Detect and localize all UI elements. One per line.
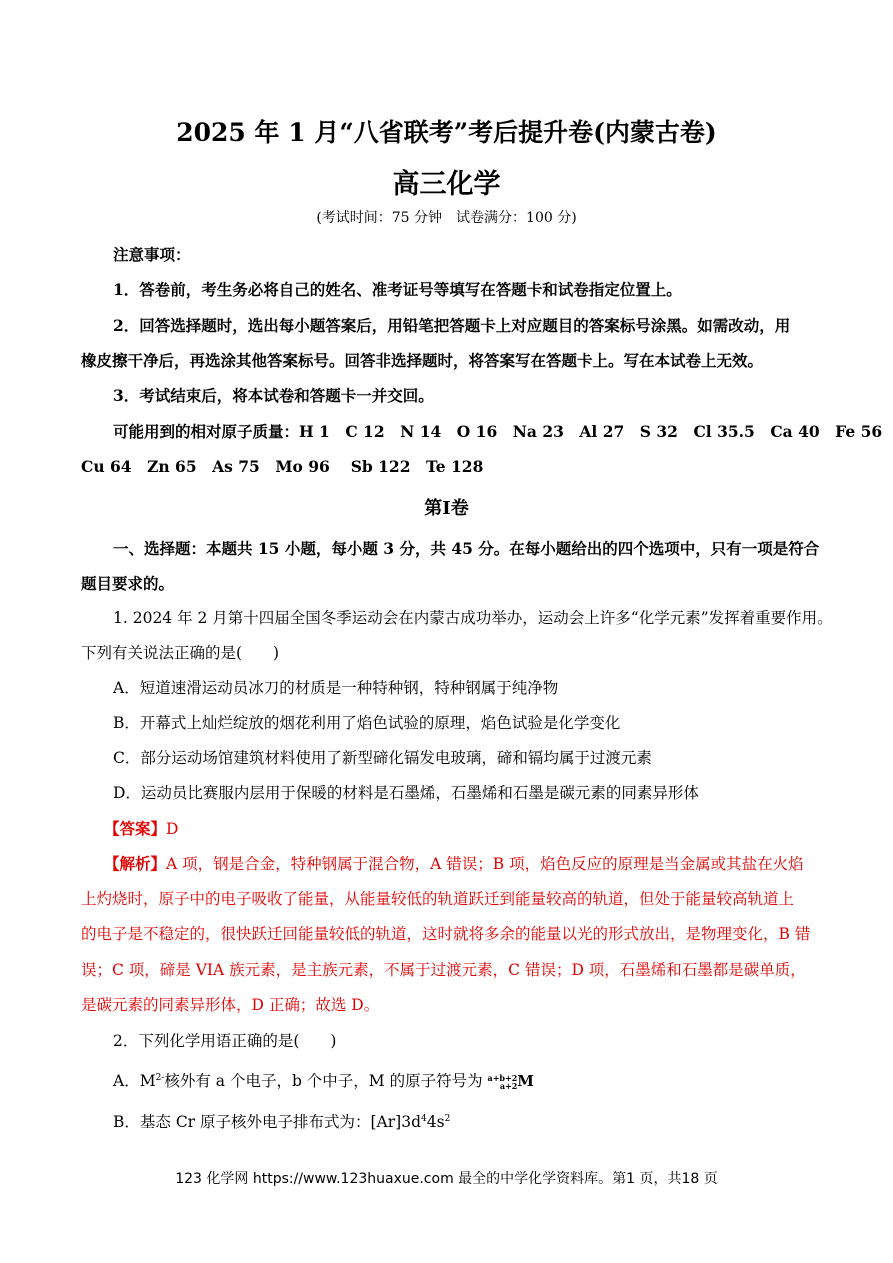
answer-label: 【答案】 [104,819,167,838]
question-2-stem: 2．下列化学用语正确的是( ) [113,1032,337,1050]
question-2-option-b: B．基态 Cr 原子核外电子排布式为：$[Ar]3d^44s^2$ [113,1113,451,1131]
analysis-label: 【解析】 [104,854,167,873]
answer-value: D [166,820,179,838]
atomic-symbol: a+b+2 a+2M [487,1072,534,1091]
analysis-text-1: A 项，钢是合金，特种钢属于混合物，A 错误；B 项，焰色反应的原理是当金属或其盐在火焰 [166,855,804,873]
note-3: 3．考试结束后，将本试卷和答题卡一并交回。 [113,386,434,405]
question-1-option-b: B．开幕式上灿烂绽放的烟花利用了焰色试验的原理，焰色试验是化学变化 [113,714,621,732]
note-1: 1．答卷前，考生务必将自己的姓名、准考证号等填写在答题卡和试卷指定位置上。 [113,280,682,299]
exam-info: (考试时间：75 分钟 试卷满分：100 分) [316,210,577,226]
question-1-option-d: D．运动员比赛服内层用于保暖的材料是石墨烯，石墨烯和石墨是碳元素的同素异形体 [113,784,699,802]
part-instruction-line-2: 题目要求的。 [81,574,175,593]
question-1-option-c: C．部分运动场馆建筑材料使用了新型碲化镉发电玻璃，碲和镉均属于过渡元素 [113,749,652,767]
notes-heading: 注意事项： [113,245,191,264]
question-1-option-a: A．短道速滑运动员冰刀的材质是一种特种钢，特种钢属于纯净物 [113,679,559,697]
atomic-mass-line-2: Cu 64 Zn 65 As 75 Mo 96 Sb 122 Te 128 [81,457,484,476]
note-2-line-2: 橡皮擦干净后，再选涂其他答案标号。回答非选择题时，将答案写在答题卡上。写在本试卷上无效。 [81,351,764,370]
note-2-line-1: 2．回答选择题时，选出每小题答案后，用铅笔把答题卡上对应题目的答案标号涂黑。如需改动，用 [113,316,791,335]
analysis-line-2: 上灼烧时，原子中的电子吸收了能量，从能量较低的轨道跃迁到能量较高的轨道，但处于能量较高轨道上 [81,890,795,908]
question-1-stem-line-2: 下列有关说法正确的是( ) [81,644,280,662]
analysis-line-1 [104,852,839,874]
question-1-stem-line-1: 1. 2024 年 2 月第十四届全国冬季运动会在内蒙古成功举办，运动会上许多“化学元素”发挥着重要作用。 [113,609,833,627]
atomic-mass-line-1: 可能用到的相对原子质量：H 1 C 12 N 14 O 16 Na 23 Al 27 S 32 Cl 35.5 Ca 40 Fe 56 [113,422,883,441]
question-2-option-a: A．$M^{2-}$核外有 a 个电子，b 个中子，M 的原子符号为 a+b+2 a+2M [113,1072,534,1091]
section-title: 第I卷 [424,498,469,519]
part-instruction-line-1: 一、选择题：本题共 15 小题，每小题 3 分，共 45 分。在每小题给出的四个选项中，只有一项是符合 [113,539,820,558]
analysis-line-3: 的电子是不稳定的，很快跃迁回能量较低的轨道，这时就将多余的能量以光的形式放出，是物理变化，B 错 [81,925,811,943]
analysis-line-4: 误；C 项，碲是 VIA 族元素，是主族元素，不属于过渡元素，C 错误；D 项，石墨烯和石墨都是碳单质， [81,961,806,979]
page-footer: 123 化学网 https://www.123huaxue.com 最全的中学化学资料库。第1 页，共18 页 [175,1171,718,1187]
exam-title: 2025 年 1 月“八省联考”考后提升卷(内蒙古卷) [176,118,717,147]
exam-subject: 高三化学 [392,169,501,200]
answer-line [104,817,839,839]
analysis-line-5: 是碳元素的同素异形体，D 正确；故选 D。 [81,996,380,1014]
